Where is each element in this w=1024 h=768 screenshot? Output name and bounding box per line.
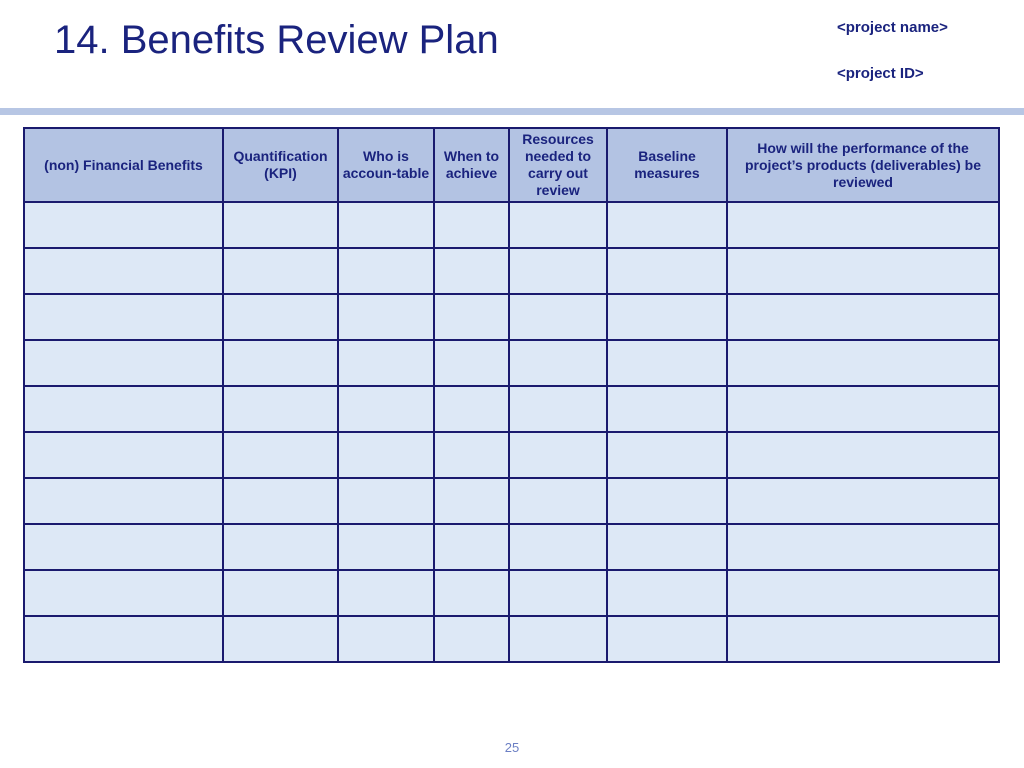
table-cell[interactable] xyxy=(607,248,727,294)
table-cell[interactable] xyxy=(509,570,607,616)
table-body xyxy=(24,202,999,662)
table-cell[interactable] xyxy=(434,248,509,294)
table-cell[interactable] xyxy=(727,202,999,248)
table-cell[interactable] xyxy=(434,294,509,340)
table-cell[interactable] xyxy=(509,386,607,432)
table-cell[interactable] xyxy=(607,524,727,570)
table-cell[interactable] xyxy=(727,386,999,432)
table-cell[interactable] xyxy=(24,386,223,432)
table-cell[interactable] xyxy=(223,432,338,478)
table-cell[interactable] xyxy=(24,616,223,662)
table-row xyxy=(24,386,999,432)
table-cell[interactable] xyxy=(223,478,338,524)
table-cell[interactable] xyxy=(509,202,607,248)
table-cell[interactable] xyxy=(607,294,727,340)
column-header-review-method: How will the performance of the project’s products (deliverables) be reviewed xyxy=(727,128,999,202)
column-header-benefits: (non) Financial Benefits xyxy=(24,128,223,202)
table-cell[interactable] xyxy=(607,478,727,524)
table-cell[interactable] xyxy=(223,340,338,386)
table-cell[interactable] xyxy=(338,248,434,294)
table-cell[interactable] xyxy=(509,616,607,662)
table-cell[interactable] xyxy=(434,202,509,248)
table-cell[interactable] xyxy=(223,248,338,294)
page-number: 25 xyxy=(504,740,520,755)
table-cell[interactable] xyxy=(607,616,727,662)
table-header-row xyxy=(24,128,999,202)
benefits-review-table xyxy=(23,127,1000,663)
slide-title: 14. Benefits Review Plan xyxy=(54,18,499,62)
table-cell[interactable] xyxy=(607,386,727,432)
column-header-when: When to achieve xyxy=(434,128,509,202)
table-cell[interactable] xyxy=(223,524,338,570)
table-cell[interactable] xyxy=(607,202,727,248)
table-row xyxy=(24,570,999,616)
table-cell[interactable] xyxy=(607,432,727,478)
table-cell[interactable] xyxy=(434,340,509,386)
project-name-placeholder: <project name> xyxy=(837,19,948,36)
table-cell[interactable] xyxy=(727,248,999,294)
table-cell[interactable] xyxy=(434,432,509,478)
column-header-accountable: Who is accoun-table xyxy=(338,128,434,202)
table-cell[interactable] xyxy=(338,202,434,248)
table-cell[interactable] xyxy=(338,294,434,340)
table-row xyxy=(24,340,999,386)
table-cell[interactable] xyxy=(509,340,607,386)
table-cell[interactable] xyxy=(338,524,434,570)
table-cell[interactable] xyxy=(338,616,434,662)
table-cell[interactable] xyxy=(727,570,999,616)
column-header-baseline: Baseline measures xyxy=(607,128,727,202)
table-cell[interactable] xyxy=(509,524,607,570)
table-cell[interactable] xyxy=(434,478,509,524)
table-cell[interactable] xyxy=(338,340,434,386)
table-cell[interactable] xyxy=(24,570,223,616)
table-cell[interactable] xyxy=(223,386,338,432)
table-cell[interactable] xyxy=(509,478,607,524)
table-row xyxy=(24,432,999,478)
table-cell[interactable] xyxy=(727,294,999,340)
table-row xyxy=(24,524,999,570)
table-cell[interactable] xyxy=(24,340,223,386)
table-cell[interactable] xyxy=(727,432,999,478)
table-cell[interactable] xyxy=(509,248,607,294)
table-cell[interactable] xyxy=(727,616,999,662)
table-cell[interactable] xyxy=(727,524,999,570)
table-cell[interactable] xyxy=(338,570,434,616)
table-row xyxy=(24,294,999,340)
table-cell[interactable] xyxy=(509,294,607,340)
table-cell[interactable] xyxy=(223,294,338,340)
table-cell[interactable] xyxy=(338,432,434,478)
table-row xyxy=(24,248,999,294)
table-cell[interactable] xyxy=(607,340,727,386)
table-cell[interactable] xyxy=(24,294,223,340)
table-cell[interactable] xyxy=(24,202,223,248)
table-row xyxy=(24,616,999,662)
project-id-placeholder: <project ID> xyxy=(837,65,924,82)
table-cell[interactable] xyxy=(509,432,607,478)
table-cell[interactable] xyxy=(24,248,223,294)
table-cell[interactable] xyxy=(338,386,434,432)
table-cell[interactable] xyxy=(607,570,727,616)
table-cell[interactable] xyxy=(434,616,509,662)
table-cell[interactable] xyxy=(338,478,434,524)
column-header-resources: Resources needed to carry out review xyxy=(509,128,607,202)
header-divider xyxy=(0,108,1024,115)
table-row xyxy=(24,478,999,524)
table-cell[interactable] xyxy=(727,340,999,386)
table-cell[interactable] xyxy=(223,616,338,662)
table-row xyxy=(24,202,999,248)
table-cell[interactable] xyxy=(24,524,223,570)
table-cell[interactable] xyxy=(24,478,223,524)
table-cell[interactable] xyxy=(24,432,223,478)
table-cell[interactable] xyxy=(727,478,999,524)
table-cell[interactable] xyxy=(434,524,509,570)
table-cell[interactable] xyxy=(223,570,338,616)
column-header-quantification: Quantification (KPI) xyxy=(223,128,338,202)
table-cell[interactable] xyxy=(434,570,509,616)
table-cell[interactable] xyxy=(223,202,338,248)
table-cell[interactable] xyxy=(434,386,509,432)
